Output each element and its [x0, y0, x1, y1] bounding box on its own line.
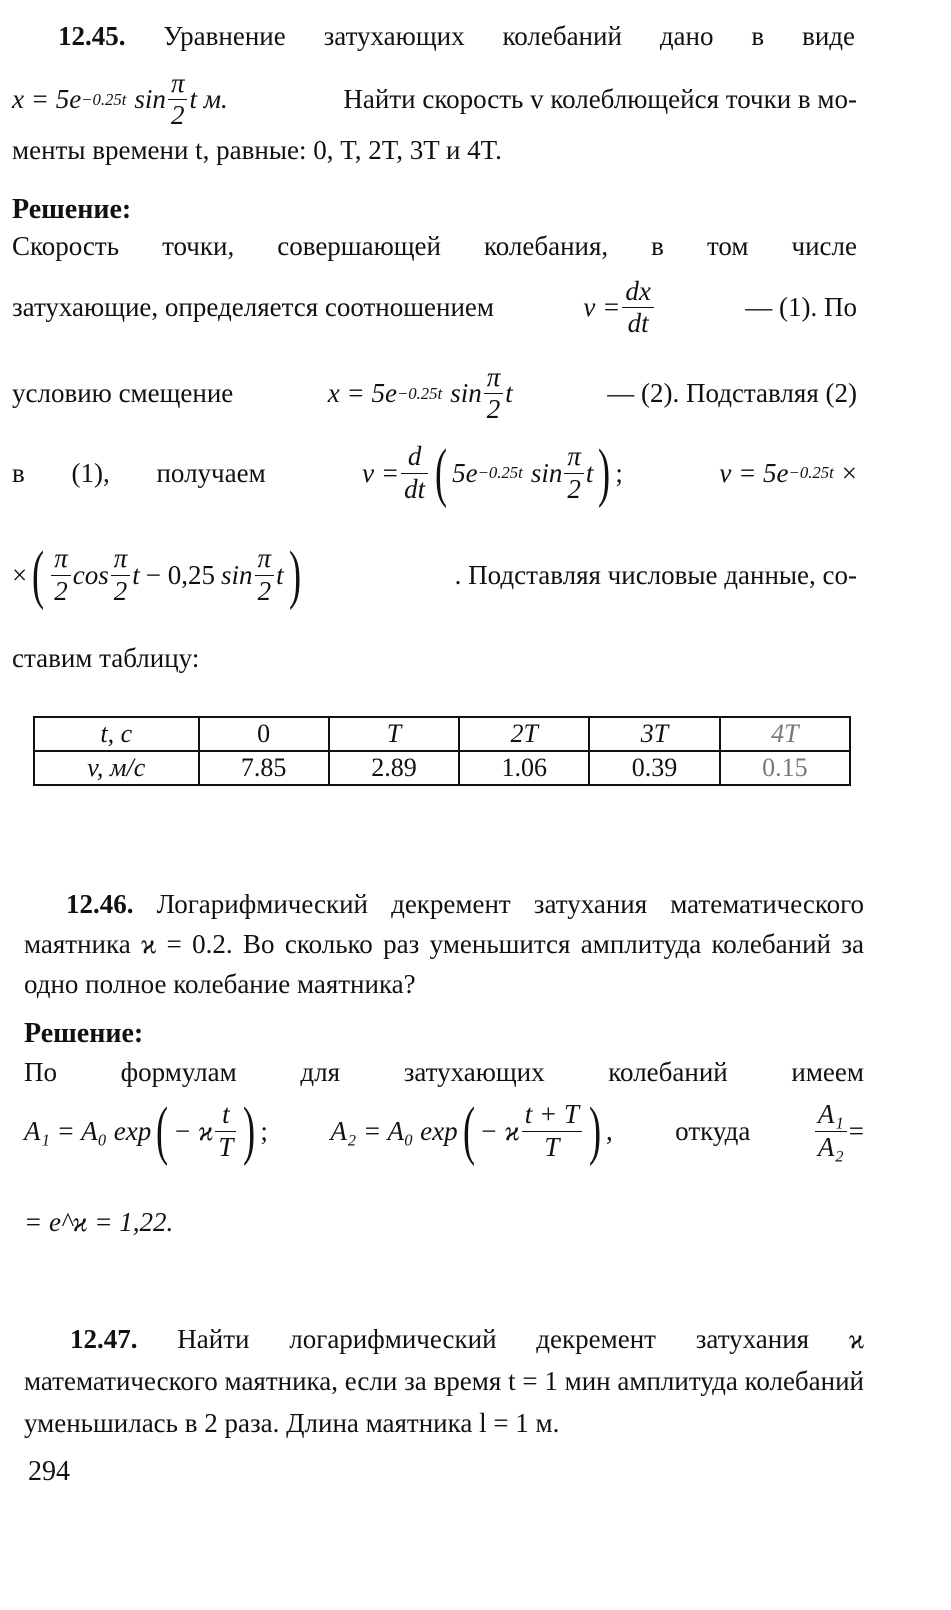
table-cell: 0.15 [720, 751, 850, 785]
problem-number: 12.45. [58, 21, 126, 51]
amplitude-ratio: $\frac{\text{A₁}}{\text{A₂}}$ = [813, 1099, 864, 1162]
velocity-definition: v = $\frac{dx}{dt}$ [583, 276, 655, 339]
table-cell: 2.89 [329, 751, 459, 785]
solution-line5: × ( $\frac{\pi}{2}$ cos $\frac{\pi}{2}$ t − 0,25 sin $\frac{\pi}{2}$ t ) . Подставляя числовые данные, со- [12, 538, 857, 611]
problem-text: Найти скорость v колеблющейся точки в мо- [343, 84, 857, 115]
problem-text: Логарифмический декремент затухания математического маятника ϰ = 0.2. Во сколько раз уменьшится амплитуда колебаний за одно полное колебание маятника? [24, 889, 865, 999]
problem-number: 12.46. [66, 889, 134, 919]
table-cell: 1.06 [459, 751, 589, 785]
table-cell: 2T [459, 717, 589, 751]
solution-line6: ставим таблицу: [12, 643, 200, 673]
ratio-result: = e^ϰ = 1,22. [24, 1207, 174, 1237]
table-cell: t, с [34, 717, 199, 751]
solution-line2: затухающие, определяется соотношением v = $\frac{dx}{dt}$ — (1). По [12, 276, 857, 339]
solution-heading: Решение: [12, 194, 132, 225]
page-number: 294 [28, 1456, 70, 1487]
table-cell: 4T [720, 717, 850, 751]
velocity-result-start: v = 5e −0.25t × [719, 457, 857, 488]
table-row [34, 751, 850, 785]
a2-formula: A₂ = A₀ exp ( − ϰ $\frac{t + T}{T}$ ) , [330, 1094, 613, 1167]
solution-line4: в (1), получаем v = $\frac{d}{dt}$ ( 5e −0.25t sin $\frac{\pi}{2}$ t ) ; v = 5e −0.25t × [12, 436, 857, 509]
solution-line3: условию смещение x = 5e −0.25t sin $\frac{\pi}{2}$ t — (2). Подставляя (2) [12, 362, 857, 425]
problem-12-45-line2 [12, 68, 857, 131]
velocity-result-bracket: × ( $\frac{\pi}{2}$ cos $\frac{\pi}{2}$ t − 0,25 sin $\frac{\pi}{2}$ t ) [12, 538, 301, 611]
solution-line1: Скорость точки, совершающей колебания, в том числе [12, 231, 857, 261]
table-cell: v, м/с [34, 751, 199, 785]
velocity-table [33, 716, 851, 786]
displacement-formula-2: x = 5e −0.25t sin $\frac{\pi}{2}$ t [327, 362, 513, 425]
table-cell: 3T [589, 717, 719, 751]
problem-12-45-line1 [58, 18, 855, 54]
table-row [34, 717, 850, 751]
displacement-formula: x = 5e −0.25t sin $\frac{\pi}{2}$ t м. [12, 68, 228, 131]
pi-over-2: $\frac{\pi}{2}$ [168, 68, 188, 131]
table-cell: 0.39 [589, 751, 719, 785]
problem-12-47 [24, 1318, 864, 1444]
solution-heading: Решение: [24, 1018, 144, 1049]
table-cell: 0 [199, 717, 329, 751]
table-cell: T [329, 717, 459, 751]
problem-text: Уравнение затухающих колебаний дано в виде [163, 21, 855, 51]
derivative-expression: v = $\frac{d}{dt}$ ( 5e −0.25t sin $\frac{\pi}{2}$ t ) ; [362, 436, 623, 509]
amplitude-formulas: A₁ = A₀ exp ( − ϰ $\frac{t}{T}$ ) ; A₂ = A₀ exp ( − ϰ $\frac{t + T}{T}$ ) , откуда $\frac{\text{A₁}}{\text{A₂}}$ = [24, 1094, 864, 1167]
problem-number: 12.47. [70, 1324, 138, 1354]
dx-over-dt: $\frac{dx}{dt}$ [622, 276, 653, 339]
problem-12-45-line3: менты времени t, равные: 0, T, 2T, 3T и 4T. [12, 135, 502, 165]
solution-1246-line1: По формулам для затухающих колебаний имеем [24, 1057, 864, 1087]
a1-formula: A₁ = A₀ exp ( − ϰ $\frac{t}{T}$ ) ; [24, 1094, 268, 1167]
problem-text: Найти логарифмический декремент затухания ϰ математического маятника, если за время t = 1 мин амплитуда колебаний уменьшилась в 2 раза. Длина маятника l = 1 м. [24, 1324, 865, 1438]
table-cell: 7.85 [199, 751, 329, 785]
problem-12-46 [24, 884, 864, 1004]
